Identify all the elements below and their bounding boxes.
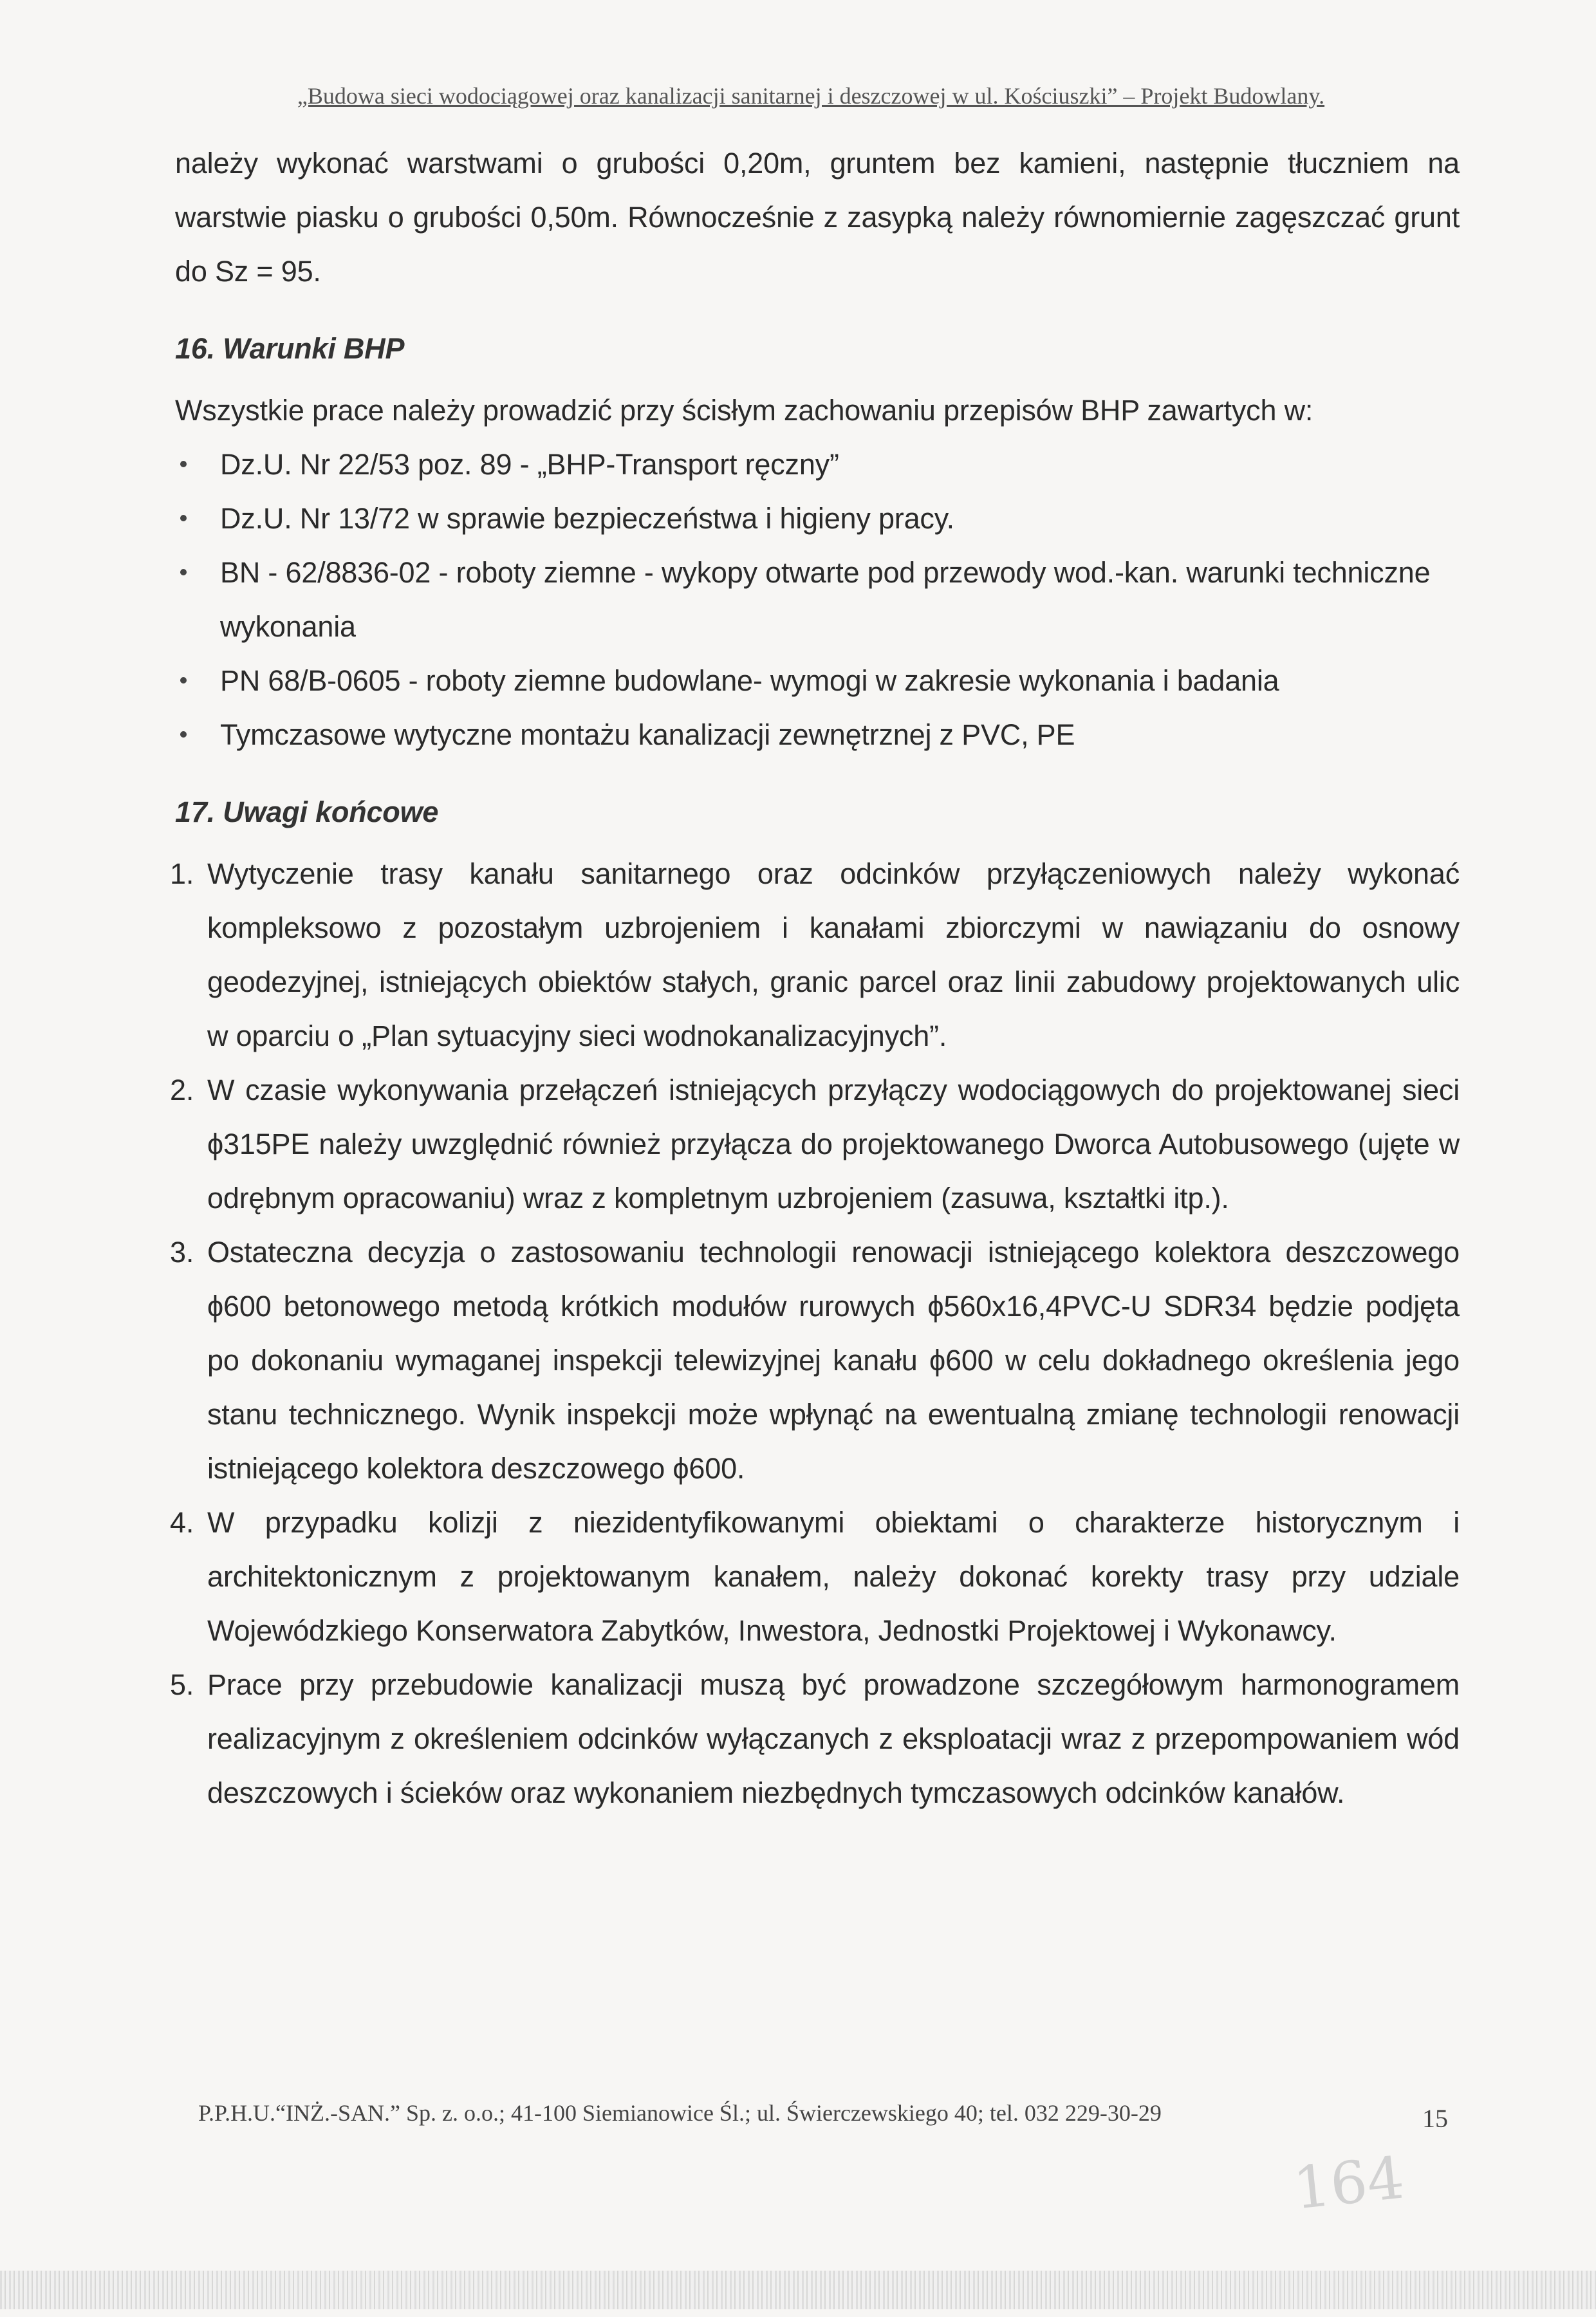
bullet-icon	[180, 731, 187, 738]
list-item: Dz.U. Nr 22/53 poz. 89 - „BHP-Transport ręczny”	[175, 438, 1460, 492]
bullet-icon	[180, 677, 187, 684]
item-number: 4.	[170, 1506, 194, 1539]
list-item: 2. W czasie wykonywania przełączeń istniejących przyłączy wodociągowych do projektowanej sieci ϕ315PE należy uwzględnić również przyłącza do projektowanego Dworca Autobusowego (ujęte w odrębnym opracowaniu) wraz z kompletnym uzbrojeniem (zasuwa, kształtki itp.).	[175, 1063, 1460, 1225]
running-header: „Budowa sieci wodociągowej oraz kanalizacji sanitarnej i deszczowej w ul. Kościuszki” – Projekt Budowlany.	[297, 83, 1325, 109]
list-item: Dz.U. Nr 13/72 w sprawie bezpieczeństwa i higieny pracy.	[175, 492, 1460, 546]
section-16-lead: Wszystkie prace należy prowadzić przy ścisłym zachowaniu przepisów BHP zawartych w:	[175, 394, 1313, 427]
section-17-title: 17. Uwagi końcowe	[175, 796, 439, 828]
list-item: 3. Ostateczna decyzja o zastosowaniu technologii renowacji istniejącego kolektora deszczowego ϕ600 betonowego metodą krótkich modułów rurowych ϕ560x16,4PVC-U SDR34 będzie podjęta po dokonaniu wymaganej inspekcji telewizyjnej kanału ϕ600 w celu dokładnego określenia jego stanu technicznego. Wynik inspekcji może wpłynąć na ewentualną zmianę technologii renowacji istniejącego kolektora deszczowego ϕ600.	[175, 1225, 1460, 1496]
list-item: 5. Prace przy przebudowie kanalizacji muszą być prowadzone szczegółowym harmonogramem realizacyjnym z określeniem odcinków wyłączanych z eksploatacji wraz z przepompowaniem wód deszczowych i ścieków oraz wykonaniem niezbędnych tymczasowych odcinków kanałów.	[175, 1658, 1460, 1820]
bullet-icon	[180, 461, 187, 467]
page-content	[170, 136, 1460, 1820]
item-number: 2.	[170, 1074, 194, 1106]
final-remarks-list	[170, 847, 1460, 1820]
list-item: Tymczasowe wytyczne montażu kanalizacji zewnętrznej z PVC, PE	[175, 708, 1460, 762]
list-item: PN 68/B-0605 - roboty ziemne budowlane- wymogi w zakresie wykonania i badania	[175, 654, 1460, 708]
intro-paragraph: należy wykonać warstwami o grubości 0,20m, gruntem bez kamieni, następnie tłuczniem na warstwie piasku o grubości 0,50m. Równocześnie z zasypką należy równomiernie zagęszczać grunt do Sz = 95.	[175, 147, 1460, 288]
bullet-icon	[180, 569, 187, 575]
bhp-regulations-list	[175, 438, 1460, 762]
list-item: BN - 62/8836-02 - roboty ziemne - wykopy otwarte pod przewody wod.-kan. warunki techniczne wykonania	[175, 546, 1460, 654]
section-16-title: 16. Warunki BHP	[175, 332, 405, 365]
list-item: 1. Wytyczenie trasy kanału sanitarnego oraz odcinków przyłączeniowych należy wykonać kompleksowo z pozostałym uzbrojeniem i kanałami zbiorczymi w nawiązaniu do osnowy geodezyjnej, istniejących obiektów stałych, granic parcel oraz linii zabudowy projektowanych ulic w oparciu o „Plan sytuacyjny sieci wodnokanalizacyjnych”.	[175, 847, 1460, 1063]
item-number: 3.	[170, 1236, 194, 1269]
company-footer: P.P.H.U.“INŻ.-SAN.” Sp. z. o.o.; 41-100 Siemianowice Śl.; ul. Świerczewskiego 40; tel. 032 229-30-29	[198, 2100, 1162, 2126]
bullet-icon	[180, 515, 187, 521]
handwritten-page-mark: 164	[1290, 2144, 1407, 2223]
item-number: 5.	[170, 1668, 194, 1701]
list-item: 4. W przypadku kolizji z niezidentyfikowanymi obiektami o charakterze historycznym i architektonicznym z projektowanym kanałem, należy dokonać korekty trasy przy udziale Wojewódzkiego Konserwatora Zabytków, Inwestora, Jednostki Projektowej i Wykonawcy.	[175, 1496, 1460, 1658]
item-number: 1.	[170, 857, 194, 890]
page-number: 15	[1422, 2104, 1448, 2133]
scan-artifact-strip	[0, 2271, 1596, 2309]
